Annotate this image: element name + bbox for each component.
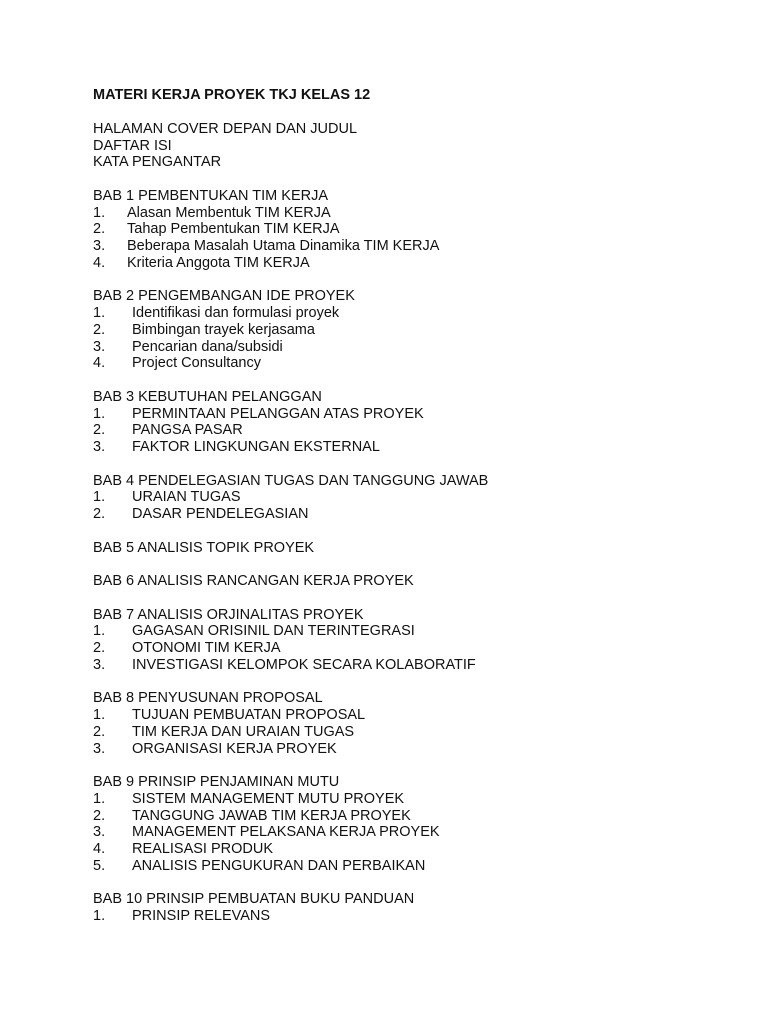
item-text: FAKTOR LINGKUNGAN EKSTERNAL (132, 439, 380, 455)
item-number: 4. (93, 254, 106, 271)
item-text: PANGSA PASAR (132, 422, 243, 439)
item-text: Pencarian dana/subsidi (132, 338, 283, 355)
item-text: ANALISIS PENGUKURAN DAN PERBAIKAN (132, 857, 426, 874)
list-item (93, 808, 733, 825)
list-item (93, 355, 733, 372)
item-number: 4. (93, 355, 106, 372)
item-number: 1. (93, 790, 106, 807)
spacer (93, 523, 733, 540)
list-item (93, 707, 733, 724)
list-item (93, 657, 733, 674)
item-text: OTONOMI TIM KERJA (132, 640, 281, 656)
item-text: Tahap Pembentukan TIM KERJA (127, 221, 340, 238)
list-item (93, 791, 733, 808)
item-number: 2. (93, 422, 106, 439)
list-item (93, 305, 733, 322)
document-page (93, 87, 733, 925)
list-item (93, 205, 733, 222)
item-text: Kriteria Anggota TIM KERJA (127, 254, 310, 271)
chapter-heading: BAB 1 PEMBENTUKAN TIM KERJA (93, 187, 329, 204)
item-number: 5. (93, 857, 106, 874)
front-matter-line: HALAMAN COVER DEPAN DAN JUDUL (93, 120, 358, 137)
list-item (93, 640, 733, 657)
list-item (93, 322, 733, 339)
item-number: 4. (93, 841, 106, 857)
list-item (93, 908, 733, 925)
item-text: ORGANISASI KERJA PROYEK (132, 740, 337, 757)
front-matter-line: DAFTAR ISI (93, 137, 172, 154)
item-number: 2. (93, 321, 106, 338)
item-number: 3. (93, 824, 106, 841)
spacer (93, 272, 733, 289)
list-item (93, 339, 733, 356)
item-text: URAIAN TUGAS (132, 489, 241, 506)
front-matter-line: KATA PENGANTAR (93, 154, 222, 171)
spacer (93, 757, 733, 774)
item-text: TUJUAN PEMBUATAN PROPOSAL (132, 707, 366, 723)
spacer (93, 556, 733, 573)
chapter-heading: BAB 7 ANALISIS ORJINALITAS PROYEK (93, 606, 364, 623)
list-item (93, 841, 733, 858)
item-number: 2. (93, 640, 106, 656)
item-text: MANAGEMENT PELAKSANA KERJA PROYEK (132, 824, 440, 841)
chapter-heading: BAB 6 ANALISIS RANCANGAN KERJA PROYEK (93, 573, 414, 589)
chapter-heading: BAB 10 PRINSIP PEMBUATAN BUKU PANDUAN (93, 891, 415, 908)
item-number: 3. (93, 238, 106, 254)
list-item (93, 422, 733, 439)
item-text: Project Consultancy (132, 355, 261, 372)
item-text: Alasan Membentuk TIM KERJA (127, 204, 331, 221)
item-text: PRINSIP RELEVANS (132, 908, 271, 924)
spacer (93, 590, 733, 607)
list-item (93, 255, 733, 272)
item-number: 3. (93, 439, 106, 455)
chapter-heading: BAB 8 PENYUSUNAN PROPOSAL (93, 690, 323, 707)
item-number: 3. (93, 740, 106, 757)
item-text: TIM KERJA DAN URAIAN TUGAS (132, 723, 355, 740)
item-number: 1. (93, 204, 106, 221)
list-item (93, 221, 733, 238)
item-text: SISTEM MANAGEMENT MUTU PROYEK (132, 790, 405, 807)
spacer (93, 674, 733, 691)
spacer (93, 456, 733, 473)
item-text: Bimbingan trayek kerjasama (132, 321, 315, 338)
spacer (93, 171, 733, 188)
item-text: Identifikasi dan formulasi proyek (132, 305, 340, 321)
list-item (93, 406, 733, 423)
item-number: 1. (93, 405, 106, 422)
document-title: MATERI KERJA PROYEK TKJ KELAS 12 (93, 87, 371, 103)
list-item (93, 489, 733, 506)
item-number: 2. (93, 807, 106, 824)
spacer (93, 104, 733, 121)
item-text: PERMINTAAN PELANGGAN ATAS PROYEK (132, 405, 424, 422)
item-text: REALISASI PRODUK (132, 841, 274, 857)
item-number: 1. (93, 908, 106, 924)
spacer (93, 372, 733, 389)
item-number: 2. (93, 221, 106, 238)
item-text: TANGGUNG JAWAB TIM KERJA PROYEK (132, 807, 411, 824)
item-number: 1. (93, 489, 106, 506)
chapter-heading: BAB 9 PRINSIP PENJAMINAN MUTU (93, 774, 340, 790)
item-number: 3. (93, 656, 106, 673)
item-number: 2. (93, 723, 106, 740)
item-number: 1. (93, 623, 106, 640)
item-text: GAGASAN ORISINIL DAN TERINTEGRASI (132, 623, 415, 640)
list-item (93, 741, 733, 758)
item-text: INVESTIGASI KELOMPOK SECARA KOLABORATIF (132, 656, 476, 673)
list-item (93, 238, 733, 255)
list-item (93, 506, 733, 523)
spacer (93, 875, 733, 892)
item-number: 3. (93, 338, 106, 355)
item-text: Beberapa Masalah Utama Dinamika TIM KERJA (127, 238, 440, 254)
chapter-heading: BAB 5 ANALISIS TOPIK PROYEK (93, 539, 315, 556)
item-text: DASAR PENDELEGASIAN (132, 506, 309, 522)
list-item (93, 824, 733, 841)
list-item (93, 724, 733, 741)
list-item (93, 623, 733, 640)
list-item (93, 858, 733, 875)
item-number: 2. (93, 506, 106, 522)
item-number: 1. (93, 707, 106, 723)
item-number: 1. (93, 305, 106, 321)
chapter-heading: BAB 2 PENGEMBANGAN IDE PROYEK (93, 288, 355, 305)
chapter-heading: BAB 4 PENDELEGASIAN TUGAS DAN TANGGUNG JAWAB (93, 472, 489, 489)
list-item (93, 439, 733, 456)
chapter-heading: BAB 3 KEBUTUHAN PELANGGAN (93, 388, 322, 405)
